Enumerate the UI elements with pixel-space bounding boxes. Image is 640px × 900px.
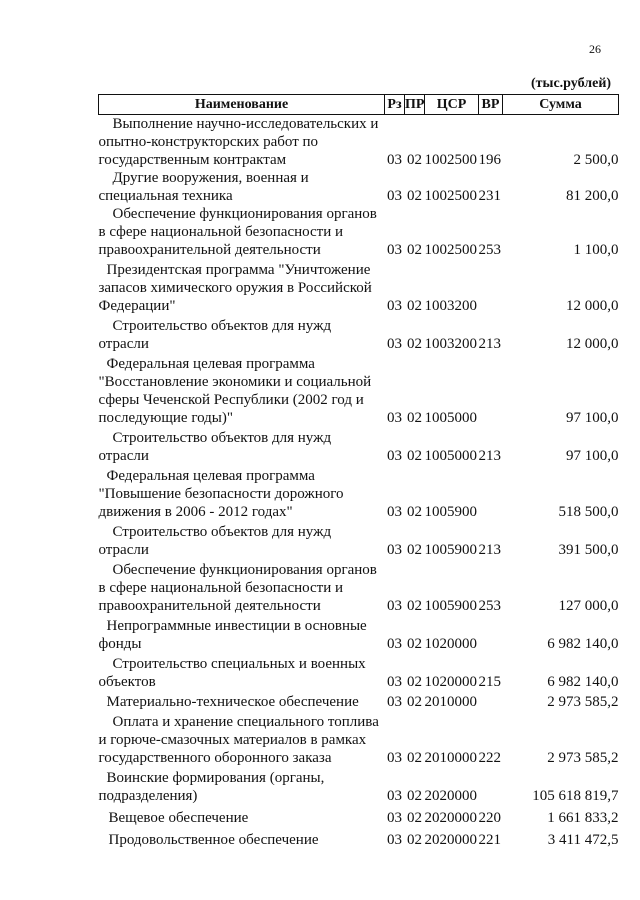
row-vr: 231 xyxy=(478,188,501,204)
table-row xyxy=(99,465,619,521)
page-number: 26 xyxy=(589,42,601,56)
row-pr: 02 xyxy=(407,336,422,352)
row-pr: 02 xyxy=(407,504,422,520)
budget-table xyxy=(98,94,619,849)
row-rz: 03 xyxy=(387,788,402,804)
row-name: Продовольственное обеспечение xyxy=(108,832,319,848)
row-csr: 2010000 xyxy=(424,750,477,766)
row-rz: 03 xyxy=(387,298,402,314)
row-sum: 97 100,0 xyxy=(566,448,619,464)
header-name: Наименование xyxy=(99,95,385,115)
row-csr: 1020000 xyxy=(424,636,477,652)
table-row xyxy=(99,259,619,315)
row-rz: 03 xyxy=(387,750,402,766)
row-name: Непрограммные инвестиции в основные фонды xyxy=(98,618,367,652)
row-csr: 1005900 xyxy=(424,542,477,558)
row-csr: 2020000 xyxy=(424,810,477,826)
row-vr xyxy=(479,259,503,315)
row-rz: 03 xyxy=(387,336,402,352)
row-csr: 1020000 xyxy=(424,674,477,690)
row-rz: 03 xyxy=(387,598,402,614)
header-vr: ВР xyxy=(479,95,503,115)
row-name: Федеральная целевая программа "Повышение безопасности дорожного движения в 2006 - 2012 годах" xyxy=(98,468,344,520)
row-rz: 03 xyxy=(387,542,402,558)
row-vr: 253 xyxy=(478,598,501,614)
row-name: Вещевое обеспечение xyxy=(108,810,249,826)
row-pr: 02 xyxy=(407,788,422,804)
header-csr: ЦСР xyxy=(425,95,479,115)
row-rz: 03 xyxy=(387,242,402,258)
row-csr: 1005000 xyxy=(424,448,477,464)
row-pr: 02 xyxy=(407,152,422,168)
row-vr: 220 xyxy=(478,810,501,826)
table-body xyxy=(99,115,619,850)
row-name: Обеспечение функционирования органов в сфере национальной безопасности и правоохранительной деятельности xyxy=(98,562,377,614)
table-row xyxy=(99,353,619,427)
row-sum: 6 982 140,0 xyxy=(547,674,619,690)
row-csr: 1002500 xyxy=(424,242,477,258)
row-sum: 6 982 140,0 xyxy=(547,636,619,652)
row-sum: 1 661 833,2 xyxy=(547,810,619,826)
row-pr: 02 xyxy=(407,242,422,258)
row-csr: 1005900 xyxy=(424,504,477,520)
row-pr: 02 xyxy=(407,750,422,766)
row-rz: 03 xyxy=(387,448,402,464)
row-sum: 1 100,0 xyxy=(573,242,619,258)
row-csr: 1002500 xyxy=(424,152,477,168)
row-vr xyxy=(479,767,503,805)
row-pr: 02 xyxy=(407,810,422,826)
row-sum: 12 000,0 xyxy=(566,336,619,352)
row-sum: 105 618 819,7 xyxy=(532,788,619,804)
row-rz: 03 xyxy=(387,694,402,710)
row-vr: 215 xyxy=(478,674,501,690)
row-name: Обеспечение функционирования органов в сфере национальной безопасности и правоохранительной деятельности xyxy=(98,206,377,258)
row-pr: 02 xyxy=(407,448,422,464)
row-vr: 213 xyxy=(478,336,501,352)
row-csr: 1005000 xyxy=(424,410,477,426)
table-row xyxy=(99,711,619,767)
row-rz: 03 xyxy=(387,504,402,520)
row-csr: 1003200 xyxy=(424,298,477,314)
row-rz: 03 xyxy=(387,636,402,652)
row-name: Строительство объектов для нужд отрасли xyxy=(98,430,332,464)
table-row xyxy=(99,115,619,170)
row-vr: 196 xyxy=(478,152,501,168)
row-rz: 03 xyxy=(387,674,402,690)
row-rz: 03 xyxy=(387,152,402,168)
table-row xyxy=(99,427,619,465)
row-sum: 518 500,0 xyxy=(558,504,619,520)
row-csr: 2020000 xyxy=(424,832,477,848)
row-sum: 127 000,0 xyxy=(558,598,619,614)
table-row xyxy=(99,521,619,559)
row-pr: 02 xyxy=(407,410,422,426)
table-row xyxy=(99,827,619,849)
row-sum: 2 973 585,2 xyxy=(547,694,619,710)
row-csr: 1005900 xyxy=(424,598,477,614)
row-sum: 391 500,0 xyxy=(558,542,619,558)
row-sum: 12 000,0 xyxy=(566,298,619,314)
row-rz: 03 xyxy=(387,810,402,826)
row-sum: 2 500,0 xyxy=(573,152,619,168)
row-name: Президентская программа "Уничтожение запасов химического оружия в Российской Федерации" xyxy=(98,262,372,314)
row-sum: 81 200,0 xyxy=(566,188,619,204)
row-name: Строительство специальных и военных объектов xyxy=(98,656,366,690)
table-row xyxy=(99,205,619,259)
table-row xyxy=(99,691,619,711)
table-row xyxy=(99,653,619,691)
row-vr: 253 xyxy=(478,242,501,258)
row-sum: 2 973 585,2 xyxy=(547,750,619,766)
row-vr: 213 xyxy=(478,448,501,464)
row-rz: 03 xyxy=(387,832,402,848)
row-pr: 02 xyxy=(407,832,422,848)
row-name: Строительство объектов для нужд отрасли xyxy=(98,524,332,558)
table-row xyxy=(99,805,619,827)
row-pr: 02 xyxy=(407,636,422,652)
row-pr: 02 xyxy=(407,188,422,204)
row-rz: 03 xyxy=(387,188,402,204)
row-sum: 3 411 472,5 xyxy=(547,832,619,848)
table-row xyxy=(99,169,619,205)
row-name: Оплата и хранение специального топлива и горюче-смазочных материалов в рамках государственного оборонного заказа xyxy=(98,714,379,766)
row-vr xyxy=(479,465,503,521)
row-sum: 97 100,0 xyxy=(566,410,619,426)
table-row xyxy=(99,559,619,615)
row-csr: 2010000 xyxy=(424,694,477,710)
row-name: Выполнение научно-исследовательских и опытно-конструкторских работ по государственным контрактам xyxy=(98,116,379,168)
row-vr: 213 xyxy=(478,542,501,558)
row-pr: 02 xyxy=(407,542,422,558)
row-pr: 02 xyxy=(407,694,422,710)
row-vr xyxy=(479,353,503,427)
header-rz: Рз xyxy=(385,95,405,115)
table-header-row xyxy=(99,95,619,115)
row-csr: 1003200 xyxy=(424,336,477,352)
row-vr: 222 xyxy=(478,750,501,766)
row-name: Федеральная целевая программа "Восстановление экономики и социальной сферы Чеченской Республики (2002 год и последующие годы)" xyxy=(98,356,372,426)
row-name: Другие вооружения, военная и специальная техника xyxy=(98,170,309,204)
row-csr: 1002500 xyxy=(424,188,477,204)
row-pr: 02 xyxy=(407,298,422,314)
header-sum: Сумма xyxy=(503,95,619,115)
row-pr: 02 xyxy=(407,598,422,614)
row-vr: 221 xyxy=(478,832,501,848)
table-row xyxy=(99,315,619,353)
row-pr: 02 xyxy=(407,674,422,690)
row-vr xyxy=(479,691,503,711)
row-csr: 2020000 xyxy=(424,788,477,804)
row-name: Строительство объектов для нужд отрасли xyxy=(98,318,332,352)
row-name: Материально-техническое обеспечение xyxy=(106,694,359,710)
row-rz: 03 xyxy=(387,410,402,426)
table-row xyxy=(99,767,619,805)
table-row xyxy=(99,615,619,653)
row-vr xyxy=(479,615,503,653)
units-label: (тыс.рублей) xyxy=(531,76,612,91)
header-pr: ПР xyxy=(405,95,425,115)
row-name: Воинские формирования (органы, подразделения) xyxy=(98,770,325,804)
